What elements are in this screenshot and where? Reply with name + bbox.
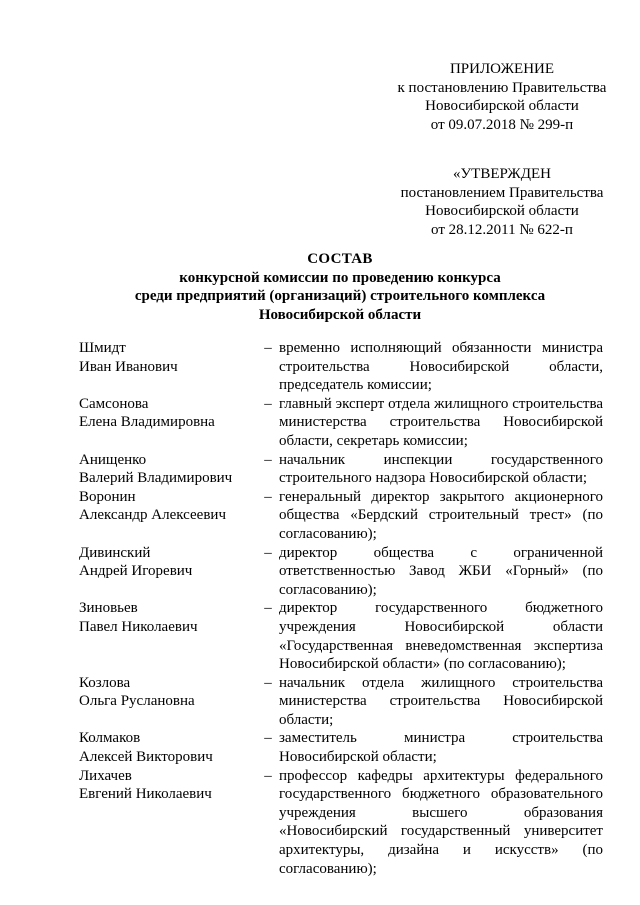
member-given-name: Елена Владимировна bbox=[79, 414, 215, 431]
appendix-line: ПРИЛОЖЕНИЕ bbox=[449, 61, 555, 77]
member-name bbox=[79, 395, 257, 451]
member-position: начальник инспекции государственного строительного надзора Новосибирской области; bbox=[279, 451, 603, 487]
dash-separator: – bbox=[264, 674, 272, 691]
member-given-name: Павел Николаевич bbox=[79, 618, 198, 635]
member-name bbox=[79, 729, 257, 766]
member-surname: Лихачев bbox=[79, 767, 132, 784]
appendix-line: от 09.07.2018 № 299-п bbox=[430, 116, 574, 133]
dash-separator: – bbox=[264, 544, 272, 561]
member-name bbox=[79, 544, 257, 600]
title-sub-line: Новосибирской области bbox=[258, 306, 422, 323]
title-sub-line: конкурсной комиссии по проведению конкурса bbox=[179, 269, 501, 286]
member-row bbox=[79, 488, 603, 544]
document-title bbox=[80, 250, 600, 324]
member-row bbox=[79, 451, 603, 488]
dash-separator: – bbox=[264, 730, 272, 747]
commission-member-list bbox=[79, 339, 603, 878]
member-surname: Козлова bbox=[79, 674, 131, 691]
member-surname: Дивинский bbox=[79, 544, 151, 561]
member-surname: Самсонова bbox=[79, 395, 149, 412]
dash-separator: – bbox=[264, 395, 272, 412]
member-position: директор общества с ограниченной ответственностью Завод ЖБИ «Горный» (по согласованию); bbox=[279, 544, 603, 598]
approved-line: постановлением Правительства bbox=[400, 184, 604, 201]
member-given-name: Валерий Владимирович bbox=[79, 470, 233, 487]
member-position: временно исполняющий обязанности министра строительства Новосибирской области, председатель комиссии; bbox=[279, 340, 603, 394]
member-position: генеральный директор закрытого акционерного общества «Бердский строительный трест» (по согласованию); bbox=[279, 488, 603, 542]
approved-header bbox=[396, 165, 608, 239]
member-given-name: Ольга Руслановна bbox=[79, 693, 195, 710]
member-row bbox=[79, 729, 603, 766]
member-given-name: Александр Алексеевич bbox=[79, 507, 226, 524]
appendix-line: к постановлению Правительства bbox=[397, 79, 607, 96]
appendix-line: Новосибирской области bbox=[425, 98, 579, 115]
member-name bbox=[79, 339, 257, 395]
member-position: начальник отдела жилищного строительства министерства строительства Новосибирской области; bbox=[279, 674, 603, 728]
approved-line: Новосибирской области bbox=[425, 203, 579, 220]
member-given-name: Иван Иванович bbox=[79, 358, 178, 375]
member-position: главный эксперт отдела жилищного строительства министерства строительства Новосибирской области, секретарь комиссии; bbox=[279, 395, 603, 449]
member-name bbox=[79, 674, 257, 730]
member-row bbox=[79, 767, 603, 879]
member-surname: Зиновьев bbox=[79, 600, 138, 617]
approved-line: «УТВЕРЖДЕН bbox=[453, 166, 551, 182]
dash-separator: – bbox=[264, 600, 272, 617]
dash-separator: – bbox=[264, 340, 272, 356]
member-position: заместитель министра строительства Новосибирской области; bbox=[279, 730, 603, 766]
member-surname: Воронин bbox=[79, 488, 136, 505]
member-name bbox=[79, 767, 257, 879]
member-name bbox=[79, 451, 257, 488]
appendix-header bbox=[396, 60, 608, 134]
member-surname: Анищенко bbox=[79, 451, 147, 468]
member-row bbox=[79, 339, 603, 395]
member-surname: Колмаков bbox=[79, 730, 141, 747]
dash-separator: – bbox=[264, 451, 272, 468]
title-sub-line: среди предприятий (организаций) строительного комплекса bbox=[134, 288, 546, 305]
member-name bbox=[79, 488, 257, 544]
dash-separator: – bbox=[264, 488, 272, 505]
member-row bbox=[79, 395, 603, 451]
member-given-name: Алексей Викторович bbox=[79, 749, 213, 766]
member-row bbox=[79, 544, 603, 600]
member-given-name: Евгений Николаевич bbox=[79, 786, 212, 803]
member-position: профессор кафедры архитектуры федерального государственного бюджетного образовательного учреждения высшего образования «Новосибирский государственный университет архитектуры, дизайна и искусств» (по согласованию); bbox=[279, 767, 603, 877]
title-main: СОСТАВ bbox=[307, 251, 373, 267]
member-given-name: Андрей Игоревич bbox=[79, 563, 193, 580]
approved-line: от 28.12.2011 № 622-п bbox=[431, 221, 573, 238]
member-position: директор государственного бюджетного учреждения Новосибирской области «Государственная вневедомственная экспертиза Новосибирской области» (по согласованию); bbox=[279, 600, 603, 673]
member-name bbox=[79, 599, 257, 673]
member-surname: Шмидт bbox=[79, 340, 126, 356]
dash-separator: – bbox=[264, 767, 272, 784]
member-row bbox=[79, 674, 603, 730]
member-row bbox=[79, 599, 603, 673]
